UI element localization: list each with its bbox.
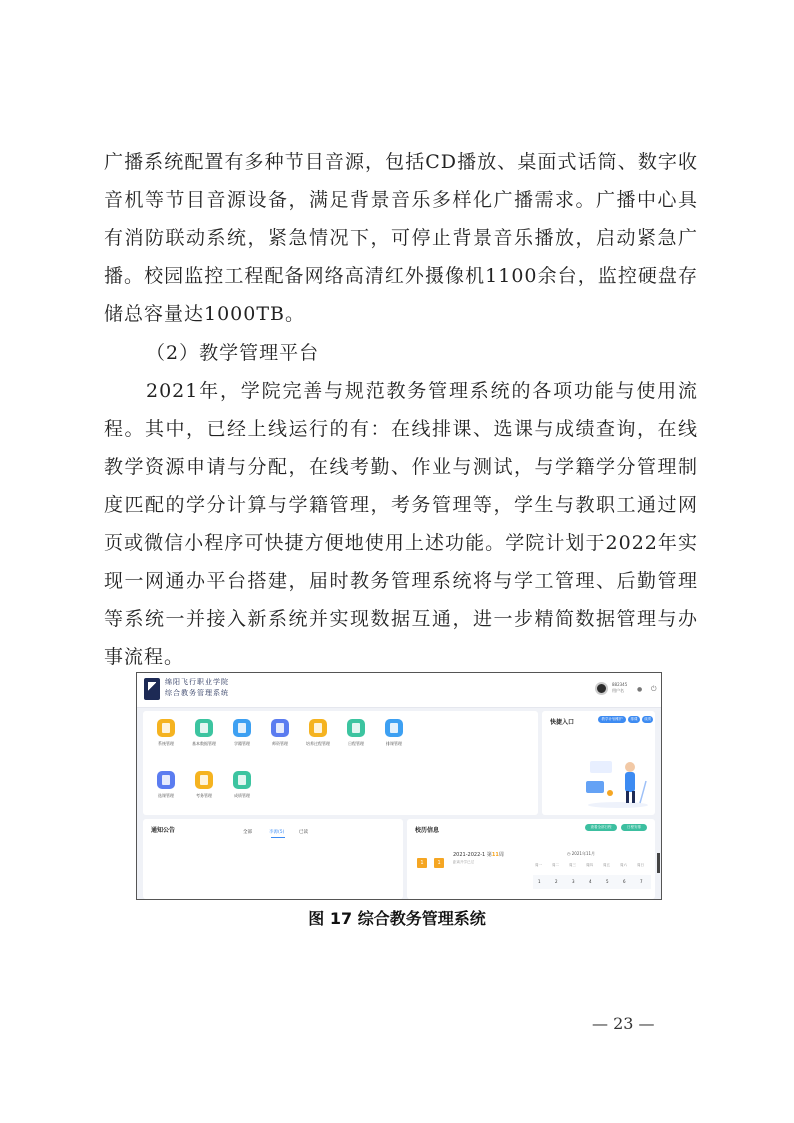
semester-subtext: 距离开学已过 <box>453 860 474 864</box>
week-suffix: 周 <box>498 852 504 858</box>
active-tab-underline <box>271 837 285 838</box>
app-label: 培养过程管理 <box>306 741 330 746</box>
exam-icon <box>195 771 213 789</box>
calendar-grid <box>533 875 651 889</box>
user-name: 用户名 <box>612 688 624 693</box>
quick-pill-plan[interactable]: 教学计划维护 <box>598 716 626 723</box>
app-label: 基本数据管理 <box>192 741 216 746</box>
tab-all[interactable]: 全部 <box>243 830 252 835</box>
school-name: 绵阳飞行职业学院 <box>165 678 229 686</box>
calendar-day[interactable]: 1 <box>538 879 541 884</box>
schedule-button[interactable]: 日程安排 <box>621 824 647 831</box>
paragraph-broadcast: 广播系统配置有多种节目音源，包括CD播放、桌面式话筒、数字收音机等节目音源设备，满足背景音乐多样化广播需求。广播中心具有消防联动系统，紧急情况下，可停止背景音乐播放，启动紧急广播。校园监控工程配备网络高清红外摄像机1100余台，监控硬盘存储总容量达1000TB。 <box>104 151 698 325</box>
app-grades[interactable] <box>223 771 261 798</box>
calendar-day[interactable]: 3 <box>572 879 575 884</box>
student-status-icon <box>233 719 251 737</box>
app-course-selection[interactable] <box>147 771 185 798</box>
training-process-icon <box>309 719 327 737</box>
app-exam[interactable] <box>185 771 223 798</box>
semester-label: 2021-2022-1 <box>453 852 486 858</box>
tab-unread[interactable]: 李源(5) <box>269 830 285 835</box>
calendar-panel <box>407 819 655 899</box>
weekday: 周二 <box>552 863 559 867</box>
app-label: 成绩管理 <box>234 793 250 798</box>
notice-panel <box>143 819 403 899</box>
timetabling-icon <box>385 719 403 737</box>
weekday: 周三 <box>569 863 576 867</box>
system-screenshot-figure <box>136 672 662 900</box>
app-label: 师资管理 <box>272 741 288 746</box>
user-info[interactable] <box>612 682 627 694</box>
course-selection-icon <box>157 771 175 789</box>
calendar-day[interactable]: 5 <box>606 879 609 884</box>
quick-pill-grades[interactable]: 成绩 <box>644 717 651 721</box>
school-logo-icon <box>144 678 160 700</box>
calendar-day[interactable]: 6 <box>623 879 626 884</box>
quick-entry-panel <box>542 711 655 815</box>
app-basic-data[interactable] <box>185 719 223 746</box>
school-title <box>165 677 229 699</box>
app-faculty[interactable] <box>261 719 299 746</box>
calendar-day[interactable]: 7 <box>640 879 643 884</box>
bell-icon[interactable]: ● <box>637 686 643 693</box>
top-bar <box>137 673 661 708</box>
week-prefix: 第 <box>486 852 492 858</box>
paragraph-teaching-platform: 2021年，学院完善与规范教务管理系统的各项功能与使用流程。其中，已经上线运行的有：在线排课、选课与成绩查询，在线教学资源申请与分配，在线考勤、作业与测试，与学籍学分管理制度匹配的学分计算与学籍管理，考务管理等，学生与教职工通过网页或微信小程序可快捷方便地使用上述功能。学院计划于2022年实现一网通办平台搭建，届时教务管理系统将与学工管理、后勤管理等系统一并接入新系统并实现数据互通，进一步精简数据管理与办事流程。 <box>104 380 698 668</box>
weekday: 周日 <box>637 863 644 867</box>
user-avatar-icon[interactable] <box>595 682 608 695</box>
app-schedule[interactable] <box>337 719 375 746</box>
app-timetabling[interactable] <box>375 719 413 746</box>
app-student-status[interactable] <box>223 719 261 746</box>
app-label: 排课管理 <box>386 741 402 746</box>
week-number: 11 <box>491 852 499 858</box>
calendar-day[interactable]: 4 <box>589 879 592 884</box>
semester-info <box>453 851 504 858</box>
app-label: 考务管理 <box>196 793 212 798</box>
system-icon <box>157 719 175 737</box>
weekday: 周六 <box>620 863 627 867</box>
calendar-month[interactable]: ◷ 2021年11月 <box>567 851 596 856</box>
app-label: 系统管理 <box>158 741 174 746</box>
app-grid-panel <box>143 711 538 815</box>
page-number: — 23 — <box>592 1014 655 1033</box>
faculty-icon <box>271 719 289 737</box>
app-label: 日程管理 <box>348 741 364 746</box>
schedule-icon <box>347 719 365 737</box>
weekday: 周五 <box>603 863 610 867</box>
weekday: 周四 <box>586 863 593 867</box>
week-digit: 1 <box>417 858 427 868</box>
tab-read[interactable]: 已读 <box>299 830 308 835</box>
illustration-icon <box>580 741 650 811</box>
power-icon[interactable]: ⏻ <box>651 685 657 693</box>
app-training-process[interactable] <box>299 719 337 746</box>
section-heading: （2）教学管理平台 <box>146 342 320 364</box>
calendar-month-label: 2021年11月 <box>571 851 596 856</box>
user-id: 882345 <box>612 682 628 687</box>
week-digit: 1 <box>434 858 444 868</box>
calendar-day[interactable]: 2 <box>555 879 558 884</box>
figure-caption: 图 17 综合教务管理系统 <box>308 909 486 928</box>
view-all-schedule-button[interactable]: 查看全部日程 <box>585 824 617 831</box>
app-label: 选课管理 <box>158 793 174 798</box>
basic-data-icon <box>195 719 213 737</box>
app-system[interactable] <box>147 719 185 746</box>
grades-icon <box>233 771 251 789</box>
quick-pill-timetable[interactable]: 排课 <box>628 716 640 723</box>
week-indicator <box>417 849 444 868</box>
app-label: 学籍管理 <box>234 741 250 746</box>
calendar-title: 校历信息 <box>415 827 440 834</box>
quick-entry-title: 快捷入口 <box>550 719 575 726</box>
weekday: 周一 <box>535 863 542 867</box>
scrollbar[interactable] <box>657 853 660 873</box>
system-name: 综合教务管理系统 <box>165 689 229 697</box>
notice-title: 通知公告 <box>151 827 176 834</box>
